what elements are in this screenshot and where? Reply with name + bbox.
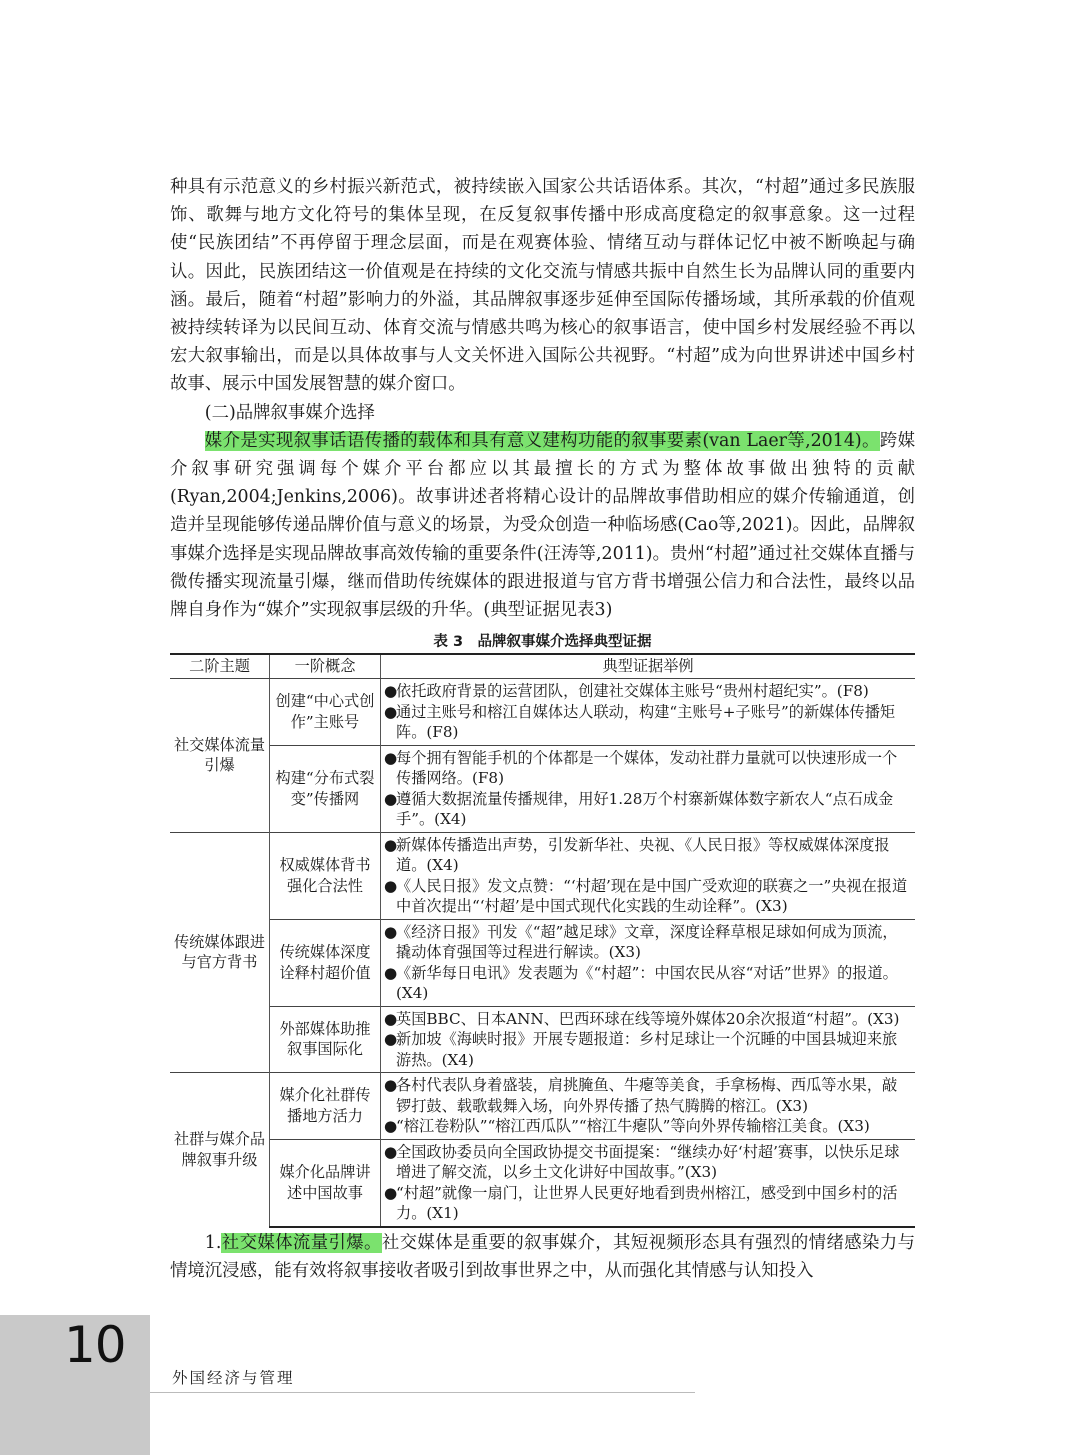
table-caption: 表 3 品牌叙事媒介选择典型证据 <box>433 634 652 650</box>
evidence-cell <box>381 679 916 746</box>
table-row <box>170 919 915 1006</box>
evidence-item: ●各村代表队身着盛装，肩挑腌鱼、牛瘪等美食，手拿杨梅、西瓜等水果，敲锣打鼓、载歌载舞入场，向外界传播了热气腾腾的榕江。(X3) <box>384 1076 898 1115</box>
concept-cell: 传统媒体深度诠释村超价值 <box>270 919 381 1006</box>
table-header-cell: 二阶主题 <box>170 654 270 679</box>
concept-cell: 外部媒体助推叙事国际化 <box>270 1006 381 1073</box>
paragraph-continuation: 种具有示范意义的乡村振兴新范式，被持续嵌入国家公共话语体系。其次，“村超”通过多民族服饰、歌舞与地方文化符号的集体呈现，在反复叙事传播中形成高度稳定的叙事意象。这一过程使“民族团结”不再停留于理念层面，而是在观赛体验、情绪互动与群体记忆中被不断唤起与确认。因此，民族团结这一价值观是在持续的文化交流与情感共振中自然生长为品牌认同的重要内涵。最后，随着“村超”影响力的外溢，其品牌叙事逐步延伸至国际传播场域，其所承载的价值观被持续转译为以民间互动、体育交流与情感共鸣为核心的叙事语言，使中国乡村发展经验不再以宏大叙事输出，而是以具体故事与人文关怀进入国际公共视野。“村超”成为向世界讲述中国乡村故事、展示中国发展智慧的媒介窗口。 <box>170 177 915 395</box>
table-row <box>170 745 915 832</box>
evidence-item: ●“村超”就像一扇门，让世界人民更好地看到贵州榕江，感受到中国乡村的活力。(X1) <box>384 1183 898 1222</box>
paragraph-social-media: 1.社交媒体流量引爆。社交媒体是重要的叙事媒介，其短视频形态具有强烈的情绪感染力与情境沉浸感，能有效将叙事接收者吸引到故事世界之中，从而强化其情感与认知投入 <box>170 1233 915 1282</box>
evidence-cell <box>381 1006 916 1073</box>
evidence-cell <box>381 919 916 1006</box>
table-row <box>170 1073 915 1140</box>
theme-cell: 社群与媒介品牌叙事升级 <box>170 1073 270 1227</box>
table-row <box>170 1006 915 1073</box>
journal-name: 外国经济与管理 <box>172 1369 295 1387</box>
concept-cell: 媒介化品牌讲述中国故事 <box>270 1139 381 1227</box>
evidence-item: ●依托政府背景的运营团队，创建社交媒体主账号“贵州村超纪实”。(F8) <box>384 682 869 700</box>
evidence-item: ●《人民日报》发文点赞：“‘村超’现在是中国广受欢迎的联赛之一”央视在报道中首次提出“‘村超’是中国式现代化实践的生动诠释”。(X3) <box>384 876 908 915</box>
evidence-item: ●遵循大数据流量传播规律，用好1.28万个村寨新媒体数字新农人“点石成金手”。(X4) <box>384 789 894 828</box>
evidence-item: ●全国政协委员向全国政协提交书面提案：“继续办好‘村超’赛事，以快乐足球增进了解交流，以乡土文化讲好中国故事。”(X3) <box>384 1142 900 1181</box>
evidence-item: ●“榕江卷粉队”“榕江西瓜队”“榕江牛瘪队”等向外界传输榕江美食。(X3) <box>384 1117 870 1135</box>
body-text-upper <box>170 173 915 624</box>
evidence-item: ●英国BBC、日本ANN、巴西环球在线等境外媒体20余次报道“村超”。(X3) <box>384 1009 900 1028</box>
page-number: 10 <box>64 1316 126 1374</box>
evidence-item: ●《新华每日电讯》发表题为《“村超”：中国农民从容“对话”世界》的报道。(X4) <box>384 963 898 1002</box>
evidence-item: ●通过主账号和榕江自媒体达人联动，构建“主账号+子账号”的新媒体传播矩阵。(F8) <box>384 702 896 741</box>
theme-cell: 传统媒体跟进与官方背书 <box>170 832 270 1073</box>
evidence-item: ●新加坡《海峡时报》开展专题报道：乡村足球让一个沉睡的中国县城迎来旅游热。(X4) <box>384 1030 898 1069</box>
section-heading: (二)品牌叙事媒介选择 <box>204 402 375 423</box>
theme-cell: 社交媒体流量引爆 <box>170 679 270 833</box>
table-row <box>170 1139 915 1227</box>
evidence-cell <box>381 1073 916 1140</box>
highlighted-heading: 社交媒体流量引爆。 <box>221 1233 382 1253</box>
evidence-table <box>170 653 915 1228</box>
footer-divider <box>150 1392 695 1393</box>
concept-cell: 权威媒体背书强化合法性 <box>270 832 381 919</box>
evidence-item: ●新媒体传播造出声势，引发新华社、央视、《人民日报》等权威媒体深度报道。(X4) <box>384 835 890 874</box>
table-header-cell: 典型证据举例 <box>381 654 916 679</box>
table-header-row <box>170 654 915 679</box>
evidence-cell <box>381 1139 916 1227</box>
table-row <box>170 832 915 919</box>
body-text-lower <box>170 1229 915 1285</box>
highlighted-sentence: 媒介是实现叙事话语传播的载体和具有意义建构功能的叙事要素(van Laer等,2014)。 <box>204 430 880 451</box>
evidence-cell <box>381 745 916 832</box>
paragraph-media-selection <box>170 427 915 624</box>
concept-cell: 创建“中心式创作”主账号 <box>270 679 381 746</box>
evidence-cell <box>381 832 916 919</box>
table-header-cell: 一阶概念 <box>270 654 381 679</box>
evidence-item: ●《经济日报》刊发《“超”越足球》文章，深度诠释草根足球如何成为顶流，撬动体育强国等过程进行解读。(X3) <box>384 922 898 961</box>
evidence-item: ●每个拥有智能手机的个体都是一个媒体，发动社群力量就可以快速形成一个传播网络。(F8) <box>384 748 898 787</box>
concept-cell: 构建“分布式裂变”传播网 <box>270 745 381 832</box>
table-row <box>170 679 915 746</box>
concept-cell: 媒介化社群传播地方活力 <box>270 1073 381 1140</box>
paragraph-media-selection-rest: 跨媒介叙事研究强调每个媒介平台都应以其最擅长的方式为整体故事做出独特的贡献(Ryan,2004;Jenkins,2006)。故事讲述者将精心设计的品牌故事借助相应的媒介传输通道，创造并呈现能够传递品牌价值与意义的场景，为受众创造一种临场感(Cao等,2021)。因此，品牌叙事媒介选择是实现品牌故事高效传输的重要条件(汪涛等,2011)。贵州“村超”通过社交媒体直播与微传播实现流量引爆，继而借助传统媒体的跟进报道与官方背书增强公信力和合法性，最终以品牌自身作为“媒介”实现叙事层级的升华。(典型证据见表3) <box>170 430 915 621</box>
